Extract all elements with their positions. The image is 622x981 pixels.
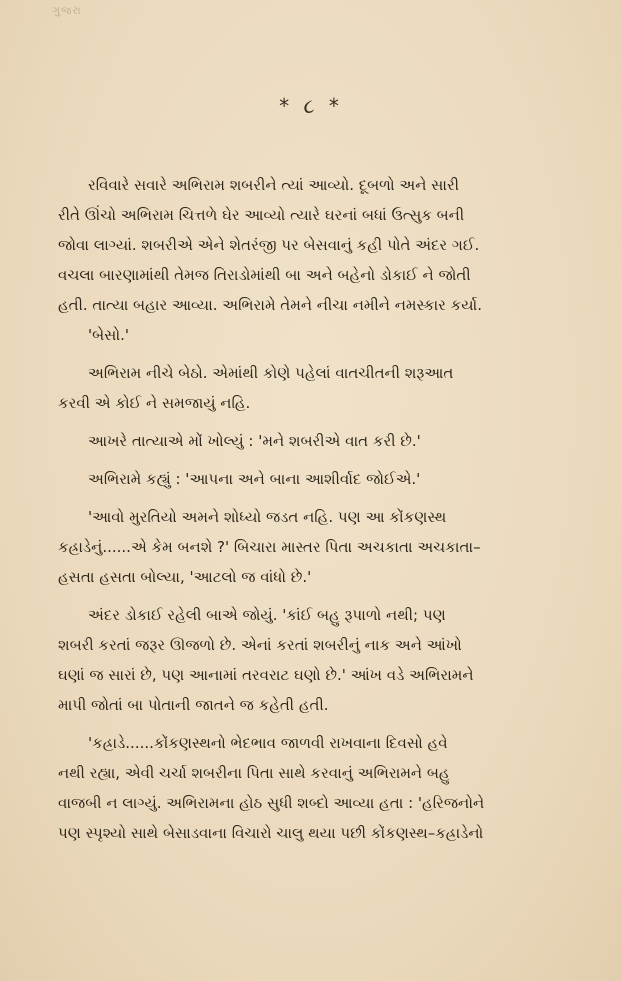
text-line: અભિરામ નીચે બેઠો. એમાંથી કોણે પહેલાં વાતચીતની શરૂઆત xyxy=(88,364,454,382)
text-line: હતી. તાત્યા બહાર આવ્યા. અભિરામે તેમને નીચા નમીને નમસ્કાર કર્યા. xyxy=(58,296,482,314)
text-line: માપી જોતાં બા પોતાની જાતને જ કહેતી હતી. xyxy=(58,696,329,714)
paragraph xyxy=(58,358,576,418)
text-line: આખરે તાત્યાએ મોં ખોલ્યું : 'મને શબરીએ વાત કરી છે.' xyxy=(88,432,421,450)
chapter-heading: * ૮ * xyxy=(279,94,343,118)
text-line: અંદર ડોકાઈ રહેલી બાએ જોયું. 'કાંઈ બહુ રૂપાળો નથી; પણ xyxy=(88,606,446,624)
paragraph xyxy=(58,728,576,848)
text-line: 'બેસો.' xyxy=(88,326,129,344)
text-line: વચલા બારણામાંથી તેમજ તિરાડોમાંથી બા અને બહેનો ડોકાઈ ને જોતી xyxy=(58,266,471,284)
text-line: રવિવારે સવારે અભિરામ શબરીને ત્યાં આવ્યો. દૂબળો અને સારી xyxy=(88,176,460,194)
text-line: પણ સ્પૃશ્યો સાથે બેસાડવાના વિચારો ચાલુ થયા પછી કોંકણસ્થ–કહ્રાડેનો xyxy=(58,824,484,842)
text-line: શબરી કરતાં જરૂર ઊજળો છે. એનાં કરતાં શબરીનું નાક અને આંખો xyxy=(58,636,462,654)
text-line: ઘણાં જ સારાં છે, પણ આનામાં તરવરાટ ઘણો છે.' આંખ વડે અભિરામને xyxy=(58,666,474,684)
paragraph xyxy=(58,426,576,456)
text-line: કરવી એ કોઈ ને સમજાયું નહિ. xyxy=(58,394,251,412)
paragraph xyxy=(58,600,576,720)
running-head: ગુજરા xyxy=(52,4,82,17)
text-line: હસતા હસતા બોલ્યા, 'આટલો જ વાંધો છે.' xyxy=(58,568,312,586)
text-line: કહ્રાડેનું......એ કેમ બનશે ?' બિચારા માસ્તર પિતા અચકાતા અચકાતા– xyxy=(58,538,481,556)
text-line: 'કહ્રાડે......કોંકણસ્થનો ભેદભાવ જાળવી રાખવાના દિવસો હવે xyxy=(88,734,448,752)
text-line: 'આવો મુરતિયો અમને શોધ્યો જડત નહિ. પણ આ કોંકણસ્થ xyxy=(88,508,447,526)
text-line: રીતે ઊંચો અભિરામ ચિત્તળે ઘેર આવ્યો ત્યારે ઘરનાં બધાં ઉત્સુક બની xyxy=(58,206,465,224)
paragraph xyxy=(58,320,576,350)
paragraph xyxy=(58,170,576,320)
text-line: વાજબી ન લાગ્યું. અભિરામના હોઠ સુધી શબ્દો આવ્યા હતા : 'હરિજનોને xyxy=(58,794,485,812)
text-line: જોવા લાગ્યાં. શબરીએ એને શેતરંજી પર બેસવાનું કહી પોતે અંદર ગઈ. xyxy=(58,236,480,254)
body-text xyxy=(58,170,576,848)
text-line: નથી રહ્યા, એવી ચર્ચા શબરીના પિતા સાથે કરવાનું અભિરામને બહુ xyxy=(58,764,450,782)
paragraph xyxy=(58,502,576,592)
paragraph xyxy=(58,464,576,494)
text-line: અભિરામે કહ્યું : 'આપના અને બાના આશીર્વાદ જોઈએ.' xyxy=(88,470,421,488)
